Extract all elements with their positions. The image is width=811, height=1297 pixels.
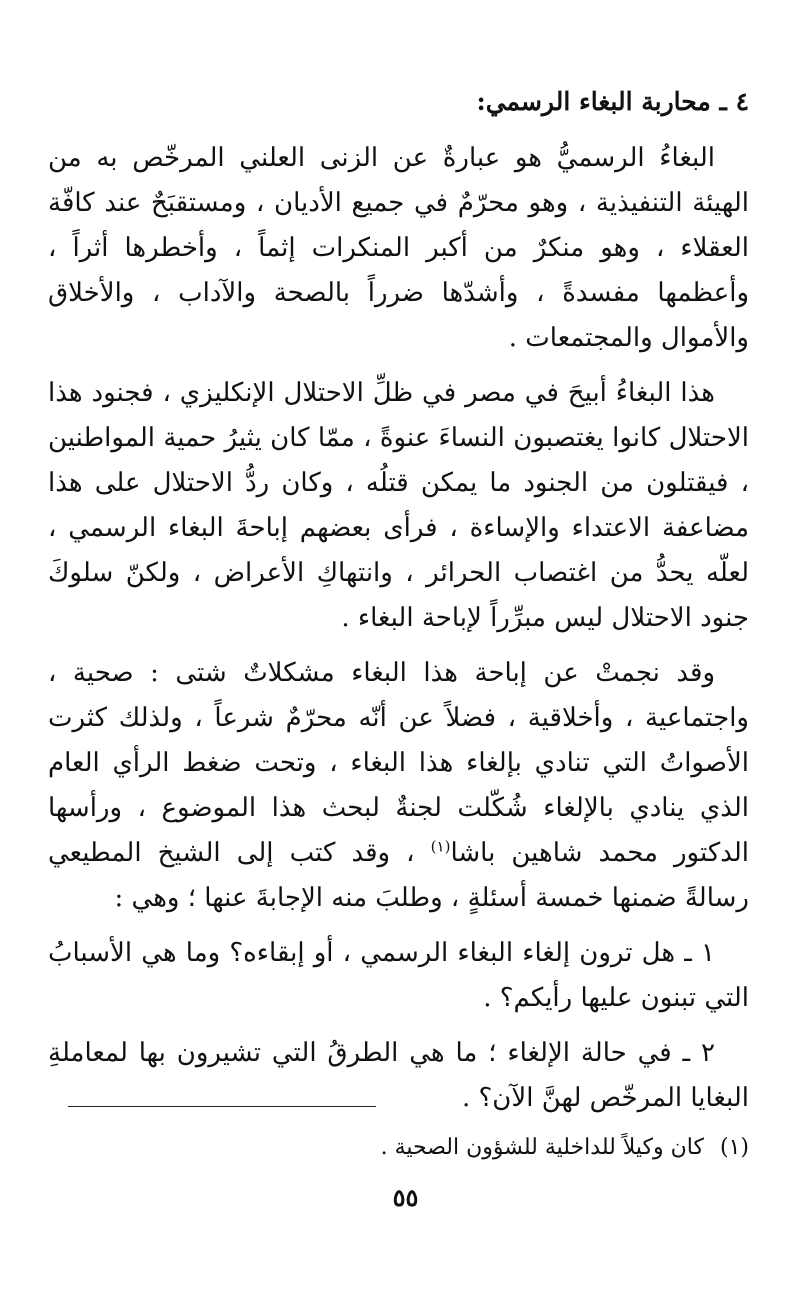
page-number: ٥٥ bbox=[392, 1183, 419, 1212]
paragraph-committee-text-cont: ، وقد كتب إلى الشيخ المطيعي رسالةً ضمنها خمسة أسئلةٍ ، وطلبَ منه الإجابةَ عنها ؛ وهي : bbox=[48, 838, 749, 913]
paragraph-committee-text: وقد نجمتْ عن إباحة هذا البغاء مشكلاتٌ شتى : صحية ، واجتماعية ، وأخلاقية ، فضلاً عن أنّه محرّمٌ شرعاً ، ولذلك كثرت الأصواتُ التي تنادي بإلغاء هذا البغاء ، وتحت ضغط الرأي العام الذي ينادي بالإلغاء شُكّلت لجنةٌ لبحث هذا الموضوع ، ورأسها الدكتور محمد شاهين باشا bbox=[48, 658, 750, 868]
question-item-1: ١ ـ هل ترون إلغاء البغاء الرسمي ، أو إبقاءه؟ وما هي الأسبابُ التي تبنون عليها رأيكم؟ . bbox=[48, 938, 749, 1013]
footnote bbox=[48, 1130, 749, 1166]
footnote-text: كان وكيلاً للداخلية للشؤون الصحية . bbox=[380, 1135, 704, 1160]
paragraph-definition: البغاءُ الرسميُّ هو عبارةٌ عن الزنى العلني المرخّص به من الهيئة التنفيذية ، وهو محرّمٌ في جميع الأديان ، ومستقبَحٌ عند كافّة العقلاء ، وهو منكرٌ من أكبر المنكرات إثماً ، وأخطرها أثراً ، وأعظمها مفسدةً ، وأشدّها ضرراً بالصحة والآداب ، والأخلاق والأموال والمجتمعات . bbox=[48, 143, 749, 353]
footnote-divider bbox=[68, 1106, 376, 1107]
paragraph-history: هذا البغاءُ أبيحَ في مصر في ظلِّ الاحتلال الإنكليزي ، فجنود هذا الاحتلال كانوا يغتصبون النساءَ عنوةً ، ممّا كان يثيرُ حمية المواطنين ، فيقتلون من الجنود ما يمكن قتلُه ، وكان ردُّ الاحتلال على هذا مضاعفة الاعتداء والإساءة ، فرأى بعضهم إباحةَ البغاء الرسمي ، لعلّه يحدُّ من اغتصاب الحرائر ، وانتهاكِ الأعراض ، ولكنّ سلوكَ جنود الاحتلال ليس مبرِّراً لإباحة البغاء . bbox=[48, 378, 749, 633]
question-item-2: ٢ ـ في حالة الإلغاء ؛ ما هي الطرقُ التي تشيرون بها لمعاملةِ البغايا المرخّص لهنَّ الآن؟ . bbox=[48, 1038, 749, 1113]
paragraph-committee bbox=[48, 651, 749, 921]
footnote-mark: (١) bbox=[719, 1135, 749, 1160]
section-heading: ٤ ـ محاربة البغاء الرسمي: bbox=[476, 87, 749, 116]
footnote-reference[interactable]: (١) bbox=[430, 837, 451, 856]
